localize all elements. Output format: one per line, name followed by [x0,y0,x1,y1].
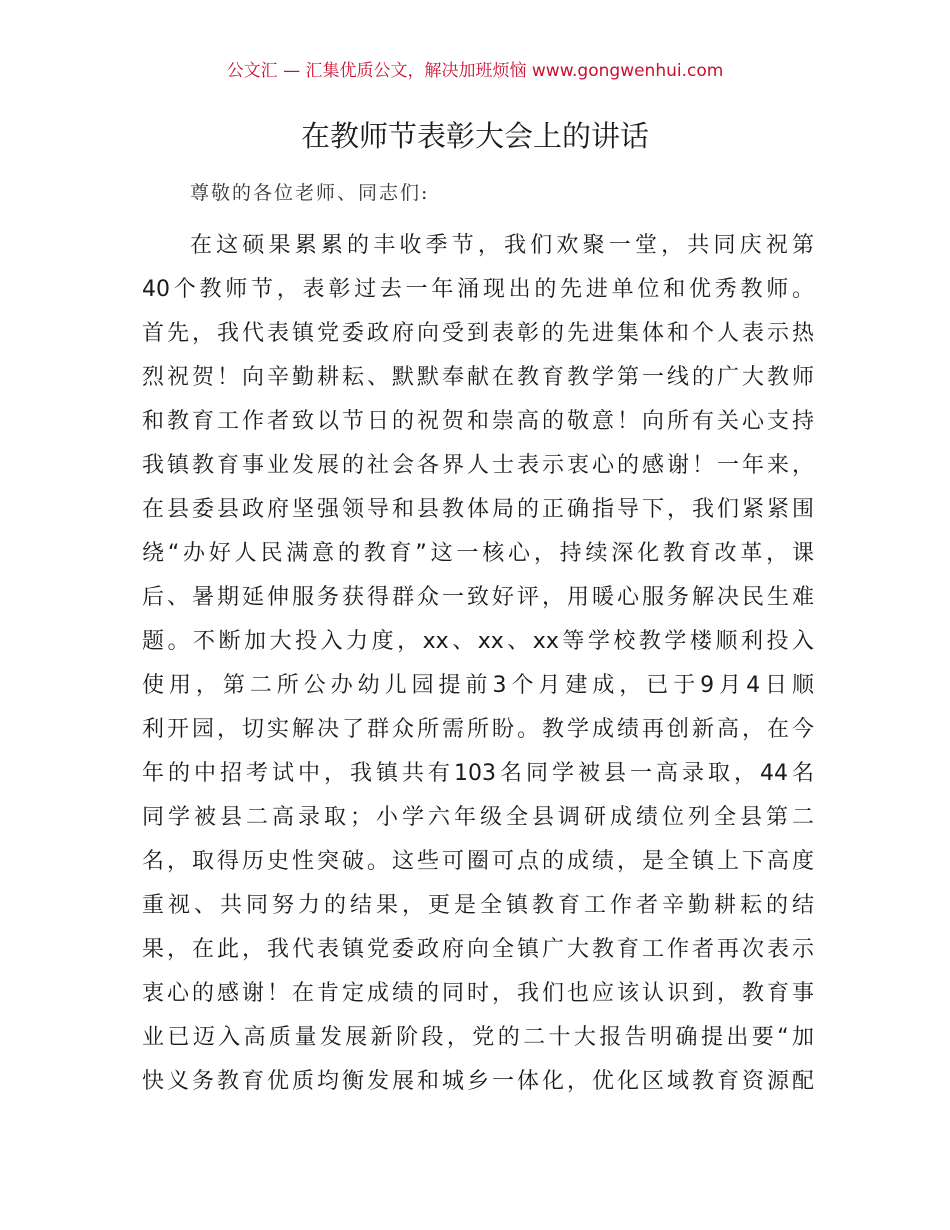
paragraph-line: 名，取得历史性突破。这些可圈可点的成绩，是全镇上下高度 [142,849,814,874]
paragraph-line: 在这硕果累累的丰收季节，我们欢聚一堂，共同庆祝第 [190,233,814,258]
paragraph-line: 业已迈入高质量发展新阶段，党的二十大报告明确提出要“加 [142,1025,814,1050]
paragraph-line: 我镇教育事业发展的社会各界人士表示衷心的感谢！一年来， [142,453,814,478]
paragraph-line: 快义务教育优质均衡发展和城乡一体化，优化区域教育资源配 [142,1069,814,1094]
paragraph-line: 题。不断加大投入力度，xx、xx、xx等学校教学楼顺利投入 [142,629,814,654]
paragraph-line: 烈祝贺！向辛勤耕耘、默默奉献在教育教学第一线的广大教师 [142,365,814,390]
paragraph-line: 绕“办好人民满意的教育”这一核心，持续深化教育改革，课 [142,541,814,566]
paragraph-line: 果，在此，我代表镇党委政府向全镇广大教育工作者再次表示 [142,937,814,962]
paragraph-line: 在县委县政府坚强领导和县教体局的正确指导下，我们紧紧围 [142,497,814,522]
paragraph-line: 年的中招考试中，我镇共有103名同学被县一高录取，44名 [142,761,814,786]
paragraph-line: 首先，我代表镇党委政府向受到表彰的先进集体和个人表示热 [142,321,814,346]
paragraph-line: 和教育工作者致以节日的祝贺和崇高的敬意！向所有关心支持 [142,409,814,434]
paragraph-line: 衷心的感谢！在肯定成绩的同时，我们也应该认识到，教育事 [142,981,814,1006]
document-body [142,224,814,1104]
paragraph-line: 后、暑期延伸服务获得群众一致好评，用暖心服务解决民生难 [142,585,814,610]
paragraph-line: 使用，第二所公办幼儿园提前3个月建成，已于9月4日顺 [142,673,814,698]
paragraph-line: 利开园，切实解决了群众所需所盼。教学成绩再创新高，在今 [142,717,814,742]
paragraph-line: 同学被县二高录取；小学六年级全县调研成绩位列全县第二 [142,805,814,830]
document-title: 在教师节表彰大会上的讲话 [300,119,649,153]
salutation: 尊敬的各位老师、同志们: [190,182,430,204]
paragraph-line: 40个教师节，表彰过去一年涌现出的先进单位和优秀教师。 [142,277,814,302]
paragraph-line: 重视、共同努力的结果，更是全镇教育工作者辛勤耕耘的结 [142,893,814,918]
site-header-banner: 公文汇 — 汇集优质公文，解决加班烦恼 www.gongwenhui.com [226,61,724,81]
